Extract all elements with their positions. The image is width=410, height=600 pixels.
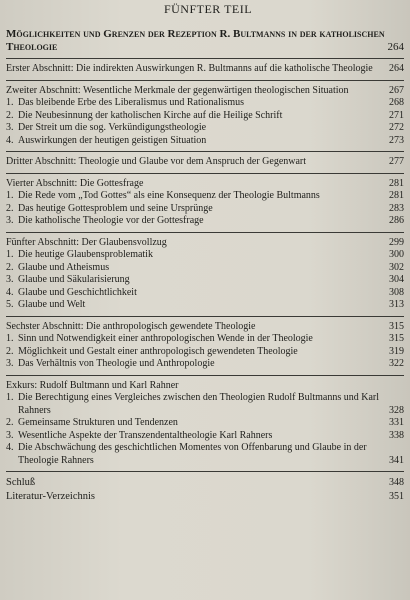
- section-title: Erster Abschnitt: Die indirekten Auswirkungen R. Bultmanns auf die katholische Theologie 264: [6, 63, 404, 74]
- section-1: [6, 63, 410, 76]
- list-item: 5. Glaube und Welt 313: [6, 299, 404, 310]
- list-item: 3. Wesentliche Aspekte der Transzendentaltheologie Karl Rahners 338: [6, 429, 404, 441]
- section-title: Vierter Abschnitt: Die Gottesfrage 281: [6, 177, 404, 189]
- page-number: 267: [389, 84, 404, 96]
- list-item: 1. Die Rede vom „Tod Gottes“ als eine Konsequenz der Theologie Bultmanns 281: [6, 190, 404, 201]
- page-number: 348: [389, 477, 404, 488]
- list-item: 3. Die katholische Theologie vor der Gottesfrage 286: [6, 215, 404, 226]
- page-number: 281: [389, 177, 404, 189]
- page-number: 273: [389, 134, 404, 146]
- divider: [6, 80, 404, 81]
- page-number: 271: [389, 109, 404, 121]
- list-item: 3. Das Verhältnis von Theologie und Anthropologie 322: [6, 358, 404, 369]
- list-item: 1. Die Berechtigung eines Vergleiches zwischen den Theologien Rudolf Bultmanns und Karl Rahners 328: [6, 392, 404, 416]
- page-number: 304: [389, 274, 404, 285]
- list-item: 2. Die Neubesinnung der katholischen Kirche auf die Heilige Schrift 271: [6, 109, 404, 121]
- section-4: [6, 178, 410, 228]
- divider: [6, 151, 404, 152]
- page-number: 264: [387, 41, 404, 53]
- page-number: 286: [389, 215, 404, 226]
- section-2: [6, 85, 410, 148]
- section-title: Sechster Abschnitt: Die anthropologisch gewendete Theologie 315: [6, 320, 404, 332]
- section-5: [6, 237, 410, 312]
- page-number: 299: [389, 236, 404, 248]
- section-exkurs: [6, 380, 410, 468]
- page-number: 331: [389, 417, 404, 428]
- list-item: 2. Möglichkeit und Gestalt einer anthropologisch gewendeten Theologie 319: [6, 345, 404, 357]
- page-number: 302: [389, 261, 404, 273]
- page-number: 268: [389, 97, 404, 108]
- page-number: 341: [389, 454, 404, 466]
- section-6: [6, 321, 410, 371]
- page-number: 308: [389, 286, 404, 298]
- page-number: 328: [389, 404, 404, 416]
- page-number: 322: [389, 358, 404, 369]
- list-item: 4. Glaube und Geschichtlichkeit 308: [6, 286, 404, 298]
- list-item: 3. Der Streit um die sog. Verkündigungstheologie 272: [6, 122, 404, 133]
- end-entry-literatur: Literatur-Verzeichnis 351: [6, 491, 404, 502]
- divider: [6, 471, 404, 472]
- list-item: 2. Das heutige Gottesproblem und seine Ursprünge 283: [6, 202, 404, 214]
- page-number: 338: [389, 429, 404, 441]
- list-item: 3. Glaube und Säkularisierung 304: [6, 274, 404, 285]
- section-title: Exkurs: Rudolf Bultmann und Karl Rahner: [6, 379, 179, 391]
- list-item: 1. Das bleibende Erbe des Liberalismus und Rationalismus 268: [6, 97, 404, 108]
- divider: [6, 58, 404, 59]
- page-number: 281: [389, 190, 404, 201]
- list-item: 2. Glaube und Atheismus 302: [6, 261, 404, 273]
- divider: [6, 173, 404, 174]
- divider: [6, 375, 404, 376]
- main-title-text: Möglichkeiten und Grenzen der Rezeption R. Bultmanns in der katholischen Theologie: [6, 28, 385, 53]
- section-title: Fünfter Abschnitt: Der Glaubensvollzug 299: [6, 236, 404, 248]
- section-title: Dritter Abschnitt: Theologie und Glaube vor dem Anspruch der Gegenwart 277: [6, 156, 404, 167]
- section-3: [6, 156, 410, 169]
- list-item: 4. Die Abschwächung des geschichtlichen Momentes von Offenbarung und Glaube in der Theologie Rahners 341: [6, 442, 404, 466]
- page-number: 300: [389, 249, 404, 260]
- main-title: [6, 28, 410, 54]
- list-item: 1. Die heutige Glaubensproblematik 300: [6, 249, 404, 260]
- list-item: 2. Gemeinsame Strukturen und Tendenzen 331: [6, 417, 404, 428]
- page-number: 315: [389, 320, 404, 332]
- page-number: 319: [389, 345, 404, 357]
- divider: [6, 316, 404, 317]
- page-number: 315: [389, 333, 404, 344]
- section-title: Zweiter Abschnitt: Wesentliche Merkmale der gegenwärtigen theologischen Situation 267: [6, 84, 404, 96]
- page-number: 277: [389, 156, 404, 167]
- divider: [6, 232, 404, 233]
- page-number: 264: [389, 63, 404, 74]
- page-number: 351: [389, 491, 404, 502]
- page-number: 272: [389, 122, 404, 133]
- list-item: 4. Auswirkungen der heutigen geistigen Situation 273: [6, 134, 404, 146]
- page-number: 283: [389, 202, 404, 214]
- part-heading: FÜNFTER TEIL: [163, 2, 253, 16]
- list-item: 1. Sinn und Notwendigkeit einer anthropologischen Wende in der Theologie 315: [6, 333, 404, 344]
- page-number: 313: [389, 299, 404, 310]
- end-entry-schluss: Schluß 348: [6, 477, 404, 488]
